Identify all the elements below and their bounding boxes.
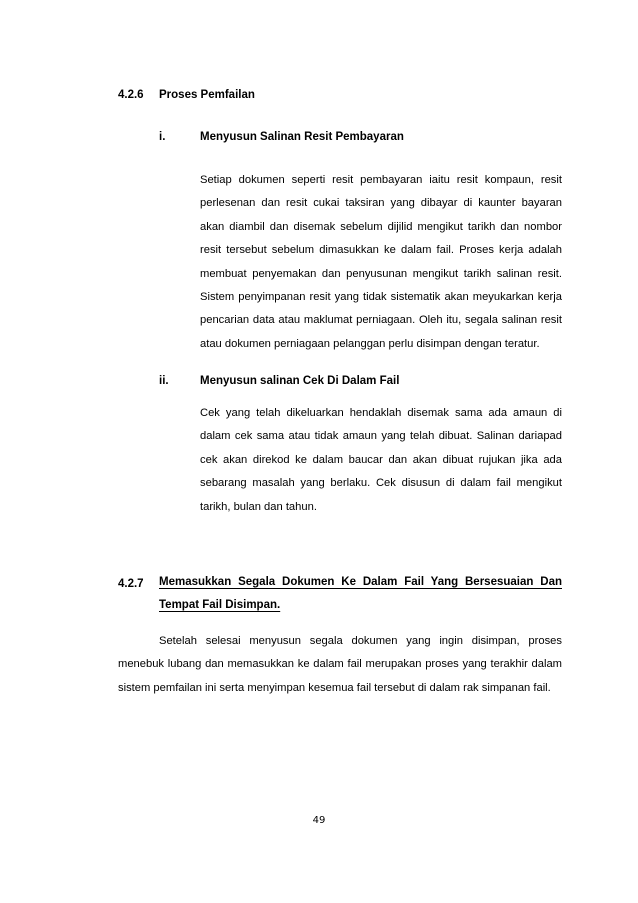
item-ii-body: Cek yang telah dikeluarkan hendaklah disemak sama ada amaun di dalam cek sama atau tidak amaun yang telah dibuat. Salinan dariapad cek akan direkod ke dalam baucar dan akan dibuat rujukan jika ada sebarang masalah yang berlaku. Cek disusun di dalam fail mengikut tarikh, bulan dan tahun.: [200, 407, 562, 513]
section-427-number: 4.2.7: [118, 578, 144, 590]
item-i-title: Menyusun Salinan Resit Pembayaran: [200, 131, 404, 143]
section-427-body: Setelah selesai menyusun segala dokumen yang ingin disimpan, proses menebuk lubang dan memasukkan ke dalam fail merupakan proses yang terakhir dalam sistem pemfailan ini serta menyimpan kesemua fail tersebut di dalam rak simpanan fail.: [118, 635, 562, 694]
page-number: 49: [312, 815, 326, 826]
section-427-title: Memasukkan Segala Dokumen Ke Dalam Fail Yang Bersesuaian Dan Tempat Fail Disimpan.: [159, 576, 562, 612]
item-i-marker: i.: [159, 131, 166, 143]
item-i-body: Setiap dokumen seperti resit pembayaran iaitu resit kompaun, resit perlesenan dan resit cukai taksiran yang dibayar di kaunter bayaran akan diambil dan disemak sebelum dijilid mengikut tarikh dan nombor resit tersebut sebelum dimasukkan ke dalam fail. Proses kerja adalah membuat penyemakan dan penyusunan mengikut tarikh salinan resit. Sistem penyimpanan resit yang tidak sistematik akan meyukarkan kerja pencarian data atau maklumat perniagaan. Oleh itu, segala salinan resit atau dokumen perniagaan pelanggan perlu disimpan dengan teratur.: [200, 174, 562, 350]
item-ii-marker: ii.: [159, 375, 169, 387]
item-ii-title: Menyusun salinan Cek Di Dalam Fail: [200, 375, 400, 387]
section-426-number: 4.2.6: [118, 89, 144, 101]
section-426-title: Proses Pemfailan: [159, 89, 255, 101]
